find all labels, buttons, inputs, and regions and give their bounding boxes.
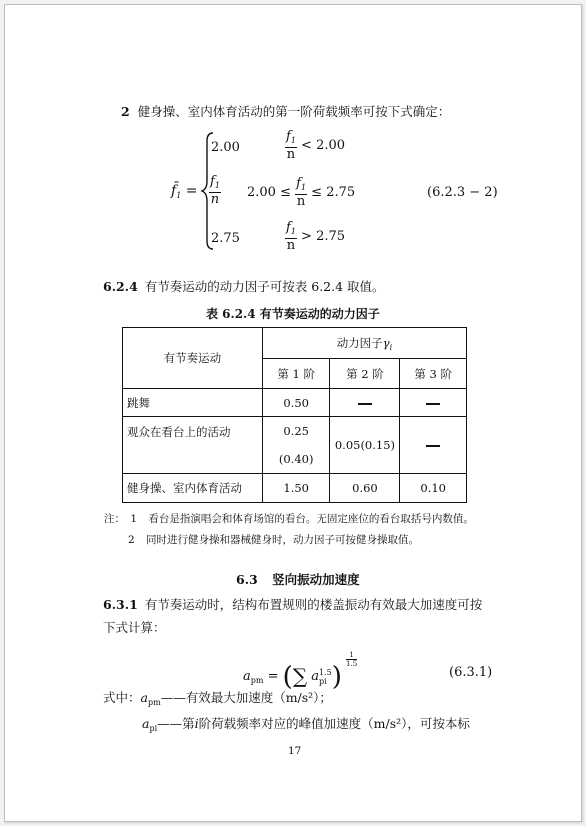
header-order-1: 第 1 阶 [262,359,330,389]
formula-6-3-1: $a_{pm}$ = (∑ a 1.5 pi ) $\frac{1}{1.5}$ [243,651,358,692]
case3-value: 2.75 [211,231,240,246]
row-value-3 [400,389,467,417]
table-note-1: 注： 1 看台是指演唱会和体育场馆的看台。无固定座位的看台取括号内数值。 [104,513,474,525]
table-note-2: 2 同时进行健身操和器械健身时，动力因子可按健身操取值。 [128,534,420,546]
clause-number: 6.2.4 [103,279,138,294]
dash-mark [426,445,440,447]
table-caption: 表 6.2.4 有节奏运动的动力因子 [206,307,380,321]
case2-value: $\frac{f_1}{n}$ [210,174,220,207]
dynamic-factor-table [122,327,467,503]
row-value-1: 1.50 [262,474,330,503]
clause-text: 有节奏运动的动力因子可按表 6.2.4 取值。 [144,279,385,294]
where-def-2: $a_{pi}——$第i阶荷载频率对应的峰值加速度（m/s²），可按本标 [142,716,470,733]
case1-condition: $\frac{f_1}{n}$ < 2.00 [286,129,346,162]
row-value-1: 0.50 [262,389,330,417]
header-factor: 动力因子$\gamma_i$ [262,328,466,359]
table-row [123,389,467,417]
clause-number: 2 [121,104,130,119]
row-value-2 [330,389,400,417]
where-def-1: 式中：$a_{pm}——$有效最大加速度（m/s²）； [103,690,332,707]
table-row [123,417,467,474]
clause-text: 健身操、室内体育活动的第一阶荷载频率可按下式确定： [137,104,451,119]
row-activity: 观众在看台上的活动 [123,417,263,474]
equation-number: (6.2.3 − 2) [427,185,498,200]
clause-6-3-1: 6.3.1 有节奏运动时，结构布置规则的楼盖振动有效最大加速度可按 [103,597,483,612]
document-page [4,4,582,822]
section-heading-6-3: 6.3 竖向振动加速度 [236,572,360,587]
case3-condition: $\frac{f_1}{n}$ > 2.75 [286,220,346,253]
row-value-1: 0.25 (0.40) [262,417,330,474]
header-order-2: 第 2 阶 [330,359,400,389]
row-value-3 [400,417,467,474]
table-header-row [123,328,467,359]
row-activity: 跳舞 [123,389,263,417]
table-row [123,474,467,503]
row-value-2: 0.05(0.15) [330,417,400,474]
header-order-3: 第 3 阶 [400,359,467,389]
equation-number: (6.3.1) [449,665,493,680]
dash-mark [358,403,372,405]
dash-mark [426,403,440,405]
formula-lhs: $f̄_1$ = [171,183,198,200]
row-activity: 健身操、室内体育活动 [123,474,263,503]
page-number: 17 [288,745,302,757]
clause-2 [121,102,450,120]
clause-6-3-1-line2: 下式计算： [103,620,166,635]
row-value-3: 0.10 [400,474,467,503]
case2-condition: 2.00 ≤ $\frac{f_1}{n}$ ≤ 2.75 [247,176,356,209]
case1-value: 2.00 [211,140,240,155]
header-activity: 有节奏运动 [123,328,263,389]
clause-6-2-4 [103,277,385,295]
row-value-2: 0.60 [330,474,400,503]
